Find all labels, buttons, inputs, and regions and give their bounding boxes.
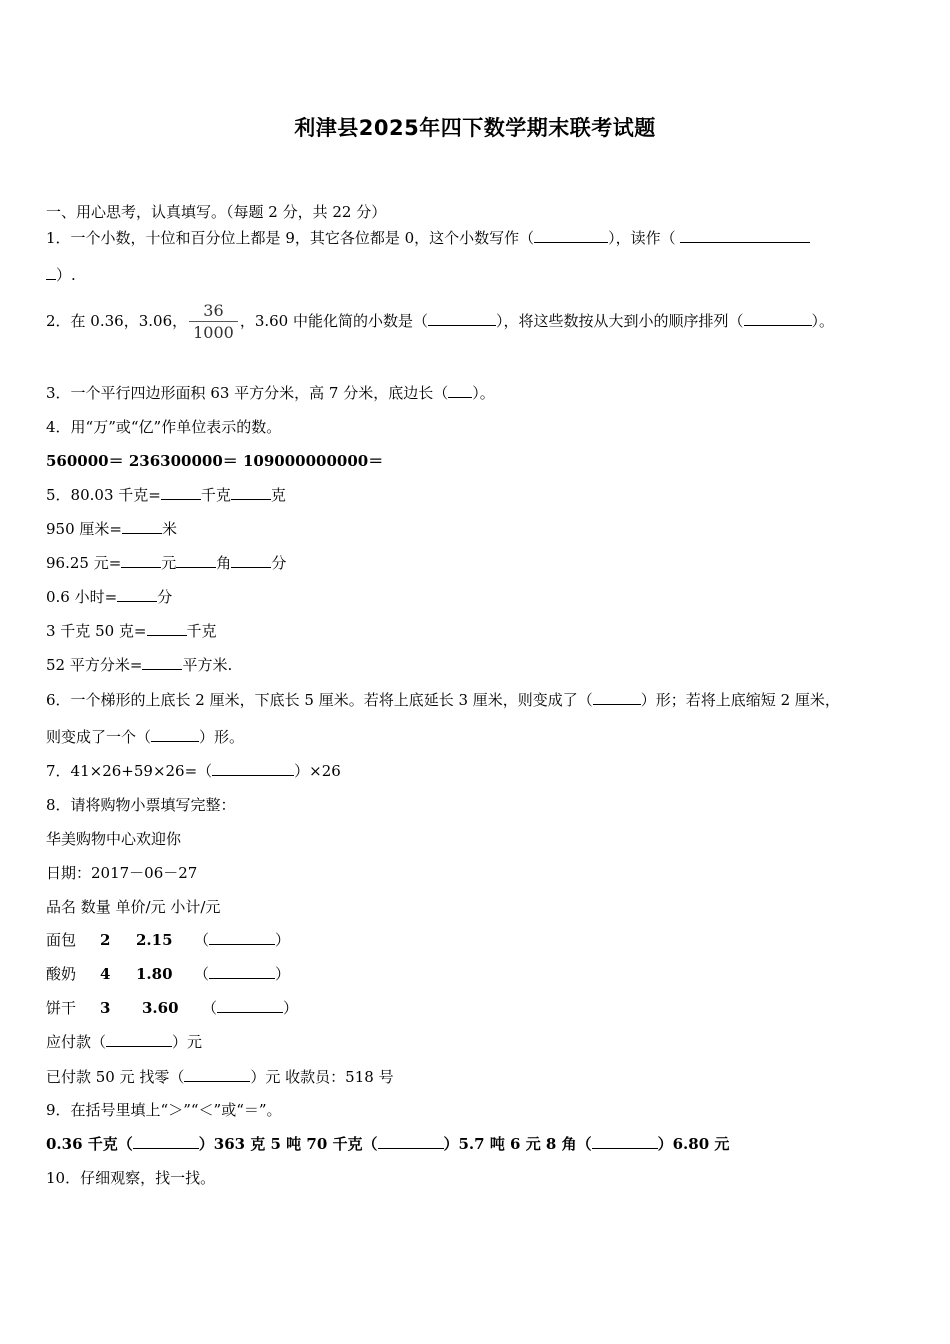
answer-blank[interactable]: [680, 228, 810, 243]
receipt-paid: 已付款 50 元 找零（ ）元 收款员：518 号: [46, 1068, 394, 1086]
answer-blank[interactable]: [46, 265, 56, 280]
answer-blank[interactable]: [593, 690, 641, 705]
receipt-row: 面包 2 2.15 （ ）: [46, 931, 291, 949]
question-5-line-2: 950 厘米= 米: [46, 520, 177, 538]
question-7: 7．41×26+59×26=（ ）×26: [46, 762, 341, 780]
answer-blank[interactable]: [428, 311, 496, 326]
receipt-row: 酸奶 4 1.80 （ ）: [46, 965, 291, 983]
answer-blank[interactable]: [212, 761, 294, 776]
answer-blank[interactable]: [161, 485, 201, 500]
question-5-line-3: 96.25 元= 元 角 分: [46, 554, 287, 572]
question-5-line-1: 5．80.03 千克= 千克 克: [46, 486, 286, 504]
answer-blank[interactable]: [151, 727, 199, 742]
question-4-items: 560000＝ 236300000＝ 109000000000＝: [46, 452, 384, 470]
answer-blank[interactable]: [209, 964, 275, 979]
answer-blank[interactable]: [231, 485, 271, 500]
question-2: 2．在 0.36，3.06， $\frac{36}{1000}$ ，3.60 中能化简的小数是（ ），将这些数按从大到小的顺序排列（ ）。: [46, 300, 835, 342]
answer-blank[interactable]: [142, 655, 182, 670]
answer-blank[interactable]: [231, 553, 271, 568]
question-9: 9．在括号里填上“＞”“＜”或“＝”。: [46, 1101, 282, 1119]
question-4: 4．用“万”或“亿”作单位表示的数。: [46, 418, 282, 436]
receipt-due: 应付款（ ）元: [46, 1033, 203, 1051]
answer-blank[interactable]: [184, 1067, 250, 1082]
answer-blank[interactable]: [147, 621, 187, 636]
section-heading: 一、用心思考，认真填写。（每题 2 分，共 22 分）: [46, 203, 387, 221]
receipt-row: 饼干 3 3.60 （ ）: [46, 999, 299, 1017]
question-1-cont: ）.: [46, 265, 76, 285]
answer-blank[interactable]: [534, 228, 608, 243]
question-1: 1．一个小数，十位和百分位上都是 9，其它各位都是 0，这个小数写作（ ），读作（: [46, 228, 810, 248]
question-5-line-6: 52 平方分米= 平方米.: [46, 656, 233, 674]
answer-blank[interactable]: [448, 383, 472, 398]
answer-blank[interactable]: [217, 998, 283, 1013]
answer-blank[interactable]: [744, 311, 812, 326]
question-9-items: 0.36 千克（ ）363 克 5 吨 70 千克（ ）5.7 吨 6 元 8 角（ ）6.80 元: [46, 1135, 730, 1153]
question-10: 10．仔细观察，找一找。: [46, 1169, 216, 1187]
question-3: 3．一个平行四边形面积 63 平方分米，高 7 分米，底边长（ ）。: [46, 384, 495, 402]
receipt-date: 日期：2017－06－27: [46, 864, 198, 882]
answer-blank[interactable]: [106, 1032, 172, 1047]
page-title: 利津县2025年四下数学期末联考试题: [294, 116, 656, 140]
answer-blank[interactable]: [592, 1134, 658, 1149]
question-6-cont: 则变成了一个（ ）形。: [46, 728, 245, 746]
answer-blank[interactable]: [122, 519, 162, 534]
answer-blank[interactable]: [176, 553, 216, 568]
answer-blank[interactable]: [133, 1134, 199, 1149]
question-6: 6．一个梯形的上底长 2 厘米，下底长 5 厘米。若将上底延长 3 厘米，则变成了（ ）形；若将上底缩短 2 厘米，: [46, 691, 840, 709]
fraction: $\frac{36}{1000}$: [189, 301, 238, 344]
answer-blank[interactable]: [117, 587, 157, 602]
receipt-shop: 华美购物中心欢迎你: [46, 830, 182, 848]
answer-blank[interactable]: [378, 1134, 444, 1149]
question-5-line-5: 3 千克 50 克= 千克: [46, 622, 217, 640]
receipt-header: 品名 数量 单价/元 小计/元: [46, 898, 221, 916]
answer-blank[interactable]: [209, 930, 275, 945]
question-5-line-4: 0.6 小时= 分: [46, 588, 173, 606]
question-8: 8．请将购物小票填写完整：: [46, 796, 236, 814]
answer-blank[interactable]: [121, 553, 161, 568]
